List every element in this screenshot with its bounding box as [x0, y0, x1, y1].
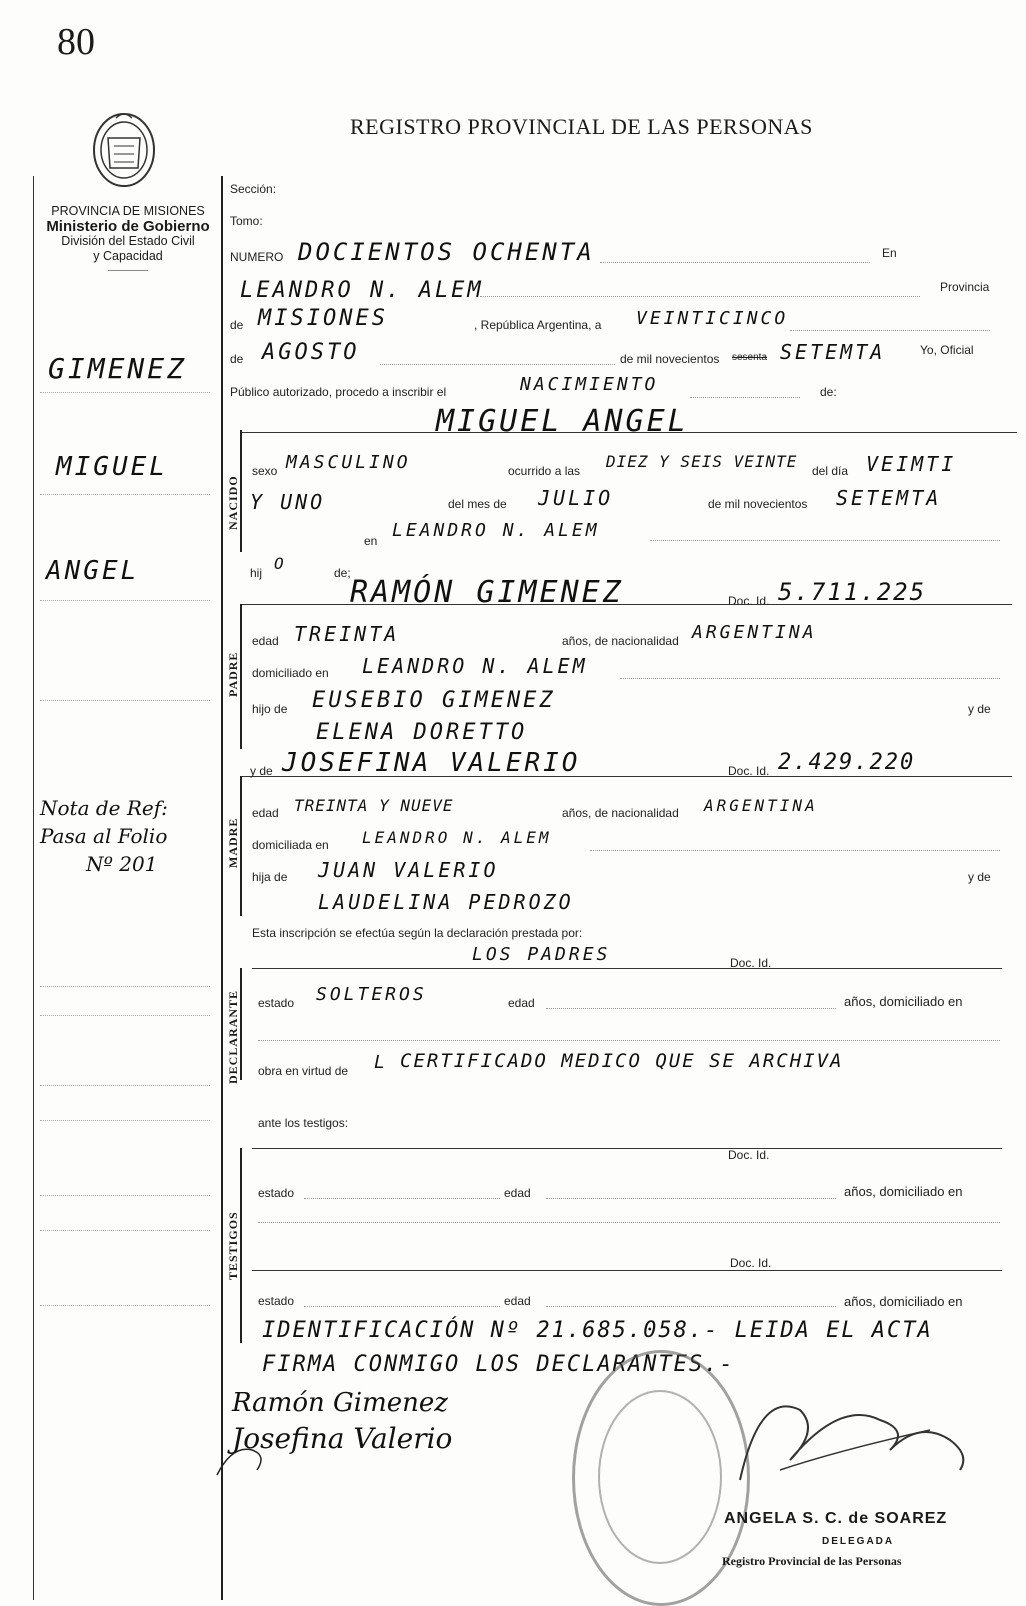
anos-nac-label-madre: años, de nacionalidad	[562, 806, 679, 820]
official-role: DELEGADA	[822, 1536, 895, 1547]
republica-label: , República Argentina, a	[474, 318, 602, 332]
madre-doc-label: Doc. Id.	[728, 764, 770, 778]
padre-top-rule	[242, 604, 1012, 605]
identificacion-note: IDENTIFICACIÓN Nº 21.685.058.- LEIDA EL ACTA	[262, 1318, 933, 1343]
domiciliada-label: domiciliada en	[252, 838, 329, 852]
province-name: PROVINCIA DE MISIONES	[51, 204, 205, 218]
nacido-top-rule	[242, 432, 1017, 433]
margin-line	[40, 1085, 210, 1086]
dotted-line	[304, 1198, 500, 1199]
official-office: Registro Provincial de las Personas	[722, 1554, 902, 1568]
margin-line	[40, 392, 210, 393]
obra-l-value: L	[374, 1052, 388, 1073]
madre-doc-value: 2.429.220	[778, 750, 916, 775]
seccion-label: Sección:	[230, 182, 277, 196]
testigo1-doc-label: Doc. Id.	[728, 1148, 770, 1162]
anos-dom-label: años, domiciliado en	[844, 994, 963, 1009]
dotted-line	[258, 1222, 1000, 1223]
declarante-label: DECLARANTE	[226, 989, 240, 1084]
dotted-line	[600, 262, 870, 263]
numero-label: NUMERO	[230, 250, 284, 264]
margin-line	[40, 1305, 210, 1306]
testigo1-edad-label: edad	[504, 1186, 531, 1200]
margin-line	[40, 600, 210, 601]
testigo2-estado-label: estado	[258, 1294, 295, 1308]
left-header	[34, 204, 222, 271]
testigos-top-rule	[252, 1148, 1002, 1149]
margin-line	[40, 1195, 210, 1196]
nacido-label: NACIDO	[226, 475, 240, 530]
y-de-label-madre: y de	[968, 870, 991, 884]
lugar-nacimiento-value: LEANDRO N. ALEM	[392, 520, 600, 541]
testigo2-anos-dom-label: años, domiciliado en	[844, 1294, 963, 1309]
dotted-line	[380, 364, 615, 365]
y-de-left-label: y de	[250, 764, 273, 778]
header-rule	[108, 270, 148, 271]
division-line-2: y Capacidad	[93, 249, 163, 263]
abuelo-paterno-value: EUSEBIO GIMENEZ	[312, 688, 556, 713]
del-mes-label: del mes de	[448, 497, 507, 511]
firma-note: FIRMA CONMIGO LOS DECLARANTES.-	[262, 1352, 735, 1377]
testigo2-doc-label: Doc. Id.	[730, 1256, 772, 1270]
ministry-name: Ministerio de Gobierno	[46, 218, 210, 235]
page-number: 80	[57, 21, 95, 63]
edad-label-decl: edad	[508, 996, 535, 1010]
ocurrido-label: ocurrido a las	[508, 464, 581, 478]
estado-declarante-value: SOLTEROS	[316, 984, 427, 1005]
anos-nac-label: años, de nacionalidad	[562, 634, 679, 648]
padre-doc-value: 5.711.225	[778, 578, 927, 606]
edad-label: edad	[252, 634, 279, 648]
yo-oficial-label: Yo, Oficial	[920, 343, 974, 357]
margin-divider	[221, 176, 223, 1600]
testigo1-anos-dom-label: años, domiciliado en	[844, 1184, 963, 1199]
margin-surname: GIMENEZ	[48, 352, 188, 385]
nombre-value: MIGUEL ANGEL	[436, 404, 689, 439]
padre-label: PADRE	[226, 651, 240, 697]
hij-label: hij	[250, 566, 263, 580]
de-semicolon-label: de;	[334, 566, 351, 580]
official-stamp-inner	[598, 1390, 722, 1564]
de-colon-label: de:	[820, 385, 837, 399]
sesenta-struck: sesenta	[732, 352, 768, 363]
dotted-line	[546, 1008, 836, 1009]
abuela-paterna-value: ELENA DORETTO	[316, 720, 528, 745]
dotted-line	[480, 296, 920, 297]
dotted-line	[258, 1040, 1000, 1041]
madre-top-rule	[242, 776, 1012, 777]
anio-nacimiento-value: SETEMTA	[836, 486, 942, 510]
de-mil-label: de mil novecientos	[620, 352, 720, 366]
dotted-line	[546, 1306, 836, 1307]
margin-line	[40, 1015, 210, 1016]
sexo-label: sexo	[252, 464, 278, 478]
mes-registro-value: AGOSTO	[262, 340, 360, 365]
madre-edad-value: TREINTA Y NUEVE	[294, 796, 454, 815]
publico-label: Público autorizado, procedo a inscribir el	[230, 385, 447, 399]
dotted-line	[304, 1306, 500, 1307]
dotted-line	[790, 330, 990, 331]
y-de-label: y de	[968, 702, 991, 716]
domiciliado-label: domiciliado en	[252, 666, 329, 680]
padre-doc-label: Doc. Id.	[728, 594, 770, 608]
madre-label: MADRE	[226, 817, 240, 868]
acto-value: NACIMIENTO	[520, 374, 659, 395]
padre-edad-value: TREINTA	[294, 622, 400, 646]
en-lower-label: en	[364, 534, 378, 548]
mes-nacimiento-value: JULIO	[538, 486, 614, 510]
margin-name-1: MIGUEL	[56, 452, 168, 482]
declarantes-value: LOS PADRES	[472, 944, 611, 965]
signature-flourish	[212, 1440, 272, 1480]
declarante-top-rule	[252, 968, 1002, 969]
testigo2-rule	[252, 1270, 1002, 1271]
sexo-value: MASCULINO	[286, 452, 411, 473]
estado-label: estado	[258, 996, 295, 1010]
padre-nacionalidad-value: ARGENTINA	[692, 622, 817, 643]
declarante-doc-label: Doc. Id.	[730, 956, 772, 970]
lugar-value: LEANDRO N. ALEM	[240, 278, 484, 303]
outer-border	[33, 176, 34, 1600]
padre-domicilio-value: LEANDRO N. ALEM	[362, 654, 588, 678]
signature-madre: Josefina Valerio	[232, 1422, 453, 1455]
margin-line	[40, 1120, 210, 1121]
de-label-2: de	[230, 352, 244, 366]
testigo1-estado-label: estado	[258, 1186, 295, 1200]
numero-value: DOCIENTOS OCHENTA	[298, 238, 595, 266]
certificado-value: CERTIFICADO MEDICO QUE SE ARCHIVA	[400, 1050, 844, 1072]
hora-value: DIEZ Y SEIS VEINTE	[606, 452, 798, 471]
provincia-label: Provincia	[940, 280, 990, 294]
margin-line	[40, 1230, 210, 1231]
margin-line	[40, 494, 210, 495]
margin-ref-note-2: Pasa al Folio	[40, 824, 168, 848]
margin-line	[40, 700, 210, 701]
abuela-materna-value: LAUDELINA PEDROZO	[318, 890, 574, 914]
padre-value: RAMÓN GIMENEZ	[350, 575, 624, 610]
abuelo-materno-value: JUAN VALERIO	[318, 858, 499, 882]
de-label: de	[230, 318, 244, 332]
testigo2-edad-label: edad	[504, 1294, 531, 1308]
dotted-line	[590, 850, 1000, 851]
anio-registro-value: SETEMTA	[780, 340, 886, 364]
margin-ref-note-1: Nota de Ref:	[40, 796, 168, 820]
dotted-line	[546, 1198, 836, 1199]
de-mil-label-2: de mil novecientos	[708, 497, 808, 511]
official-name: ANGELA S. C. de SOAREZ	[724, 1510, 948, 1527]
hija-de-label: hija de	[252, 870, 288, 884]
dia-nacimiento-value-a: VEIMTI	[866, 452, 957, 476]
official-signature	[720, 1370, 980, 1500]
margin-ref-note-3: Nº 201	[86, 852, 158, 876]
hijo-de-label: hijo de	[252, 702, 288, 716]
inscripcion-label: Esta inscripción se efectúa según la declaración prestada por:	[252, 926, 583, 940]
tomo-label: Tomo:	[230, 214, 263, 228]
testigos-label: TESTIGOS	[226, 1211, 240, 1280]
hijo-suffix-value: O	[274, 554, 287, 573]
madre-nacionalidad-value: ARGENTINA	[704, 796, 818, 815]
ante-testigos-label: ante los testigos:	[258, 1116, 349, 1130]
dotted-line	[650, 540, 1000, 541]
en-label: En	[882, 246, 897, 260]
dia-nacimiento-value-b: Y UNO	[250, 490, 326, 514]
provincial-seal-icon	[88, 108, 160, 190]
margin-line	[40, 986, 210, 987]
margin-name-2: ANGEL	[46, 556, 140, 586]
division-line-1: División del Estado Civil	[61, 234, 195, 248]
dotted-line	[690, 397, 800, 398]
obra-label: obra en virtud de	[258, 1064, 349, 1078]
signature-padre: Ramón Gimenez	[232, 1388, 448, 1418]
edad-label-madre: edad	[252, 806, 279, 820]
madre-value: JOSEFINA VALERIO	[282, 748, 581, 778]
provincia-value: MISIONES	[258, 306, 388, 331]
dia-registro-value: VEINTICINCO	[636, 308, 789, 329]
document-title: REGISTRO PROVINCIAL DE LAS PERSONAS	[350, 114, 813, 139]
dotted-line	[620, 678, 1000, 679]
madre-domicilio-value: LEANDRO N. ALEM	[362, 828, 552, 847]
del-dia-label: del día	[812, 464, 849, 478]
